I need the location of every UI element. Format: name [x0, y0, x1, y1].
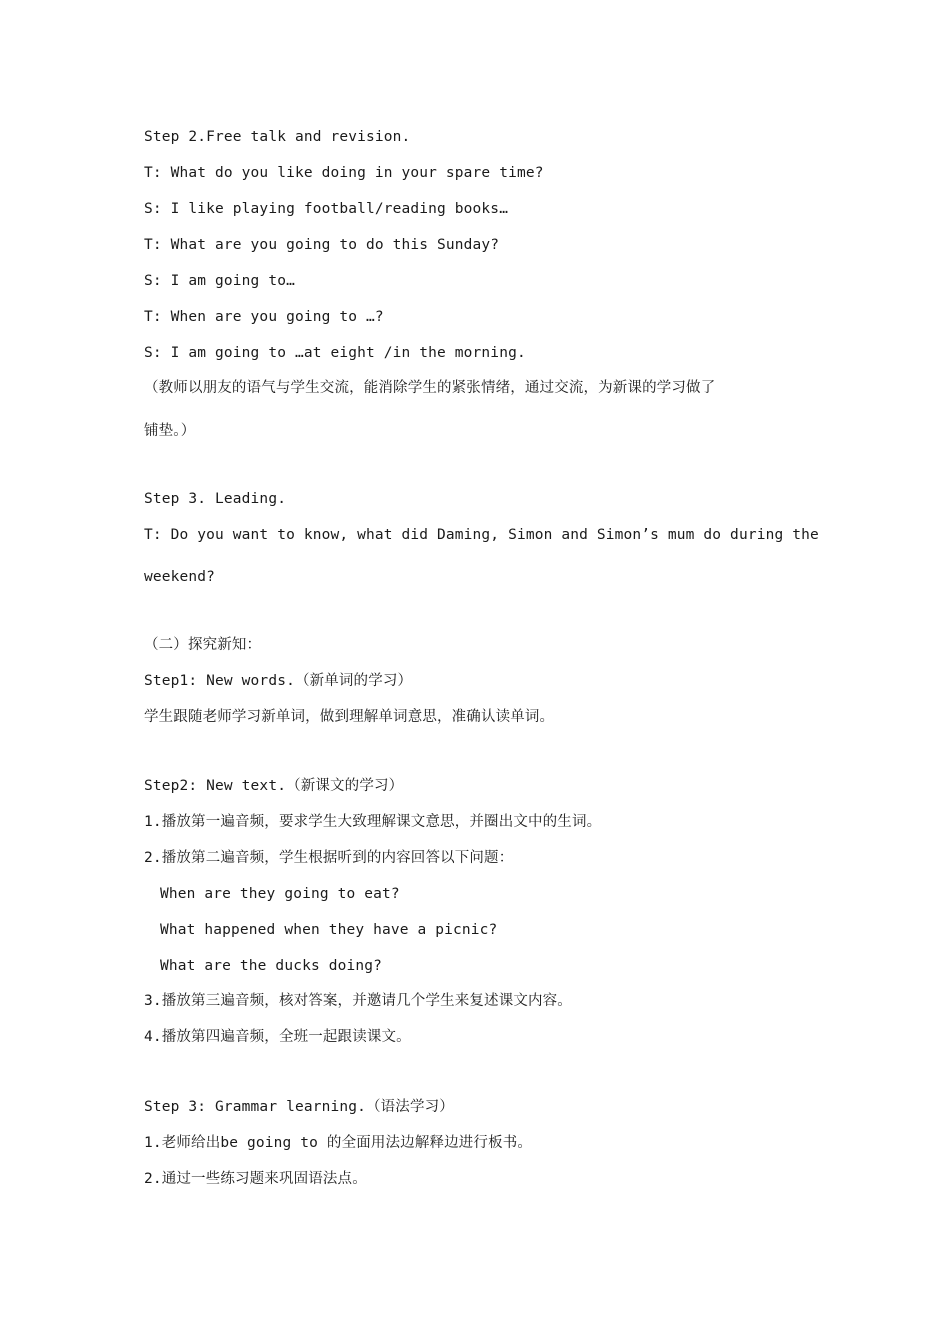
question-item: When are they going to eat? [160, 886, 400, 902]
dialogue-line: T: Do you want to know, what did Daming, Simon and Simon’s mum do during the [144, 527, 819, 543]
dialogue-line: T: What are you going to do this Sunday? [144, 237, 500, 253]
dialogue-line: S: I am going to …at eight /in the morning. [144, 345, 526, 361]
teacher-note: （教师以朋友的语气与学生交流，能消除学生的紧张情绪，通过交流，为新课的学习做了 [144, 380, 716, 396]
step2-new-text-heading: Step2: New text.（新课文的学习） [144, 778, 404, 794]
body-text: 学生跟随老师学习新单词，做到理解单词意思，准确认读单词。 [144, 709, 555, 725]
step1-heading: Step1: New words.（新单词的学习） [144, 673, 413, 689]
list-item: 2.通过一些练习题来巩固语法点。 [144, 1171, 367, 1187]
list-item: 1.老师给出be going to 的全面用法边解释边进行板书。 [144, 1135, 533, 1151]
question-item: What happened when they have a picnic? [160, 922, 498, 938]
step3-grammar-heading: Step 3: Grammar learning.（语法学习） [144, 1099, 454, 1115]
list-item: 4.播放第四遍音频，全班一起跟读课文。 [144, 1029, 411, 1045]
dialogue-line: S: I like playing football/reading books… [144, 201, 509, 217]
dialogue-line: T: What do you like doing in your spare time? [144, 165, 544, 181]
step3-heading: Step 3. Leading. [144, 491, 287, 507]
dialogue-line: S: I am going to… [144, 273, 295, 289]
question-item: What are the ducks doing? [160, 958, 382, 974]
list-item: 1.播放第一遍音频，要求学生大致理解课文意思，并圈出文中的生词。 [144, 814, 602, 830]
step2-heading: Step 2.Free talk and revision. [144, 129, 411, 145]
dialogue-line: T: When are you going to …? [144, 309, 384, 325]
section-heading: （二）探究新知： [144, 637, 262, 653]
list-item: 2.播放第二遍音频，学生根据听到的内容回答以下问题： [144, 850, 514, 866]
teacher-note-cont: 铺垫。） [144, 423, 196, 439]
list-item: 3.播放第三遍音频，核对答案，并邀请几个学生来复述课文内容。 [144, 993, 572, 1009]
dialogue-line-cont: weekend? [144, 569, 216, 585]
